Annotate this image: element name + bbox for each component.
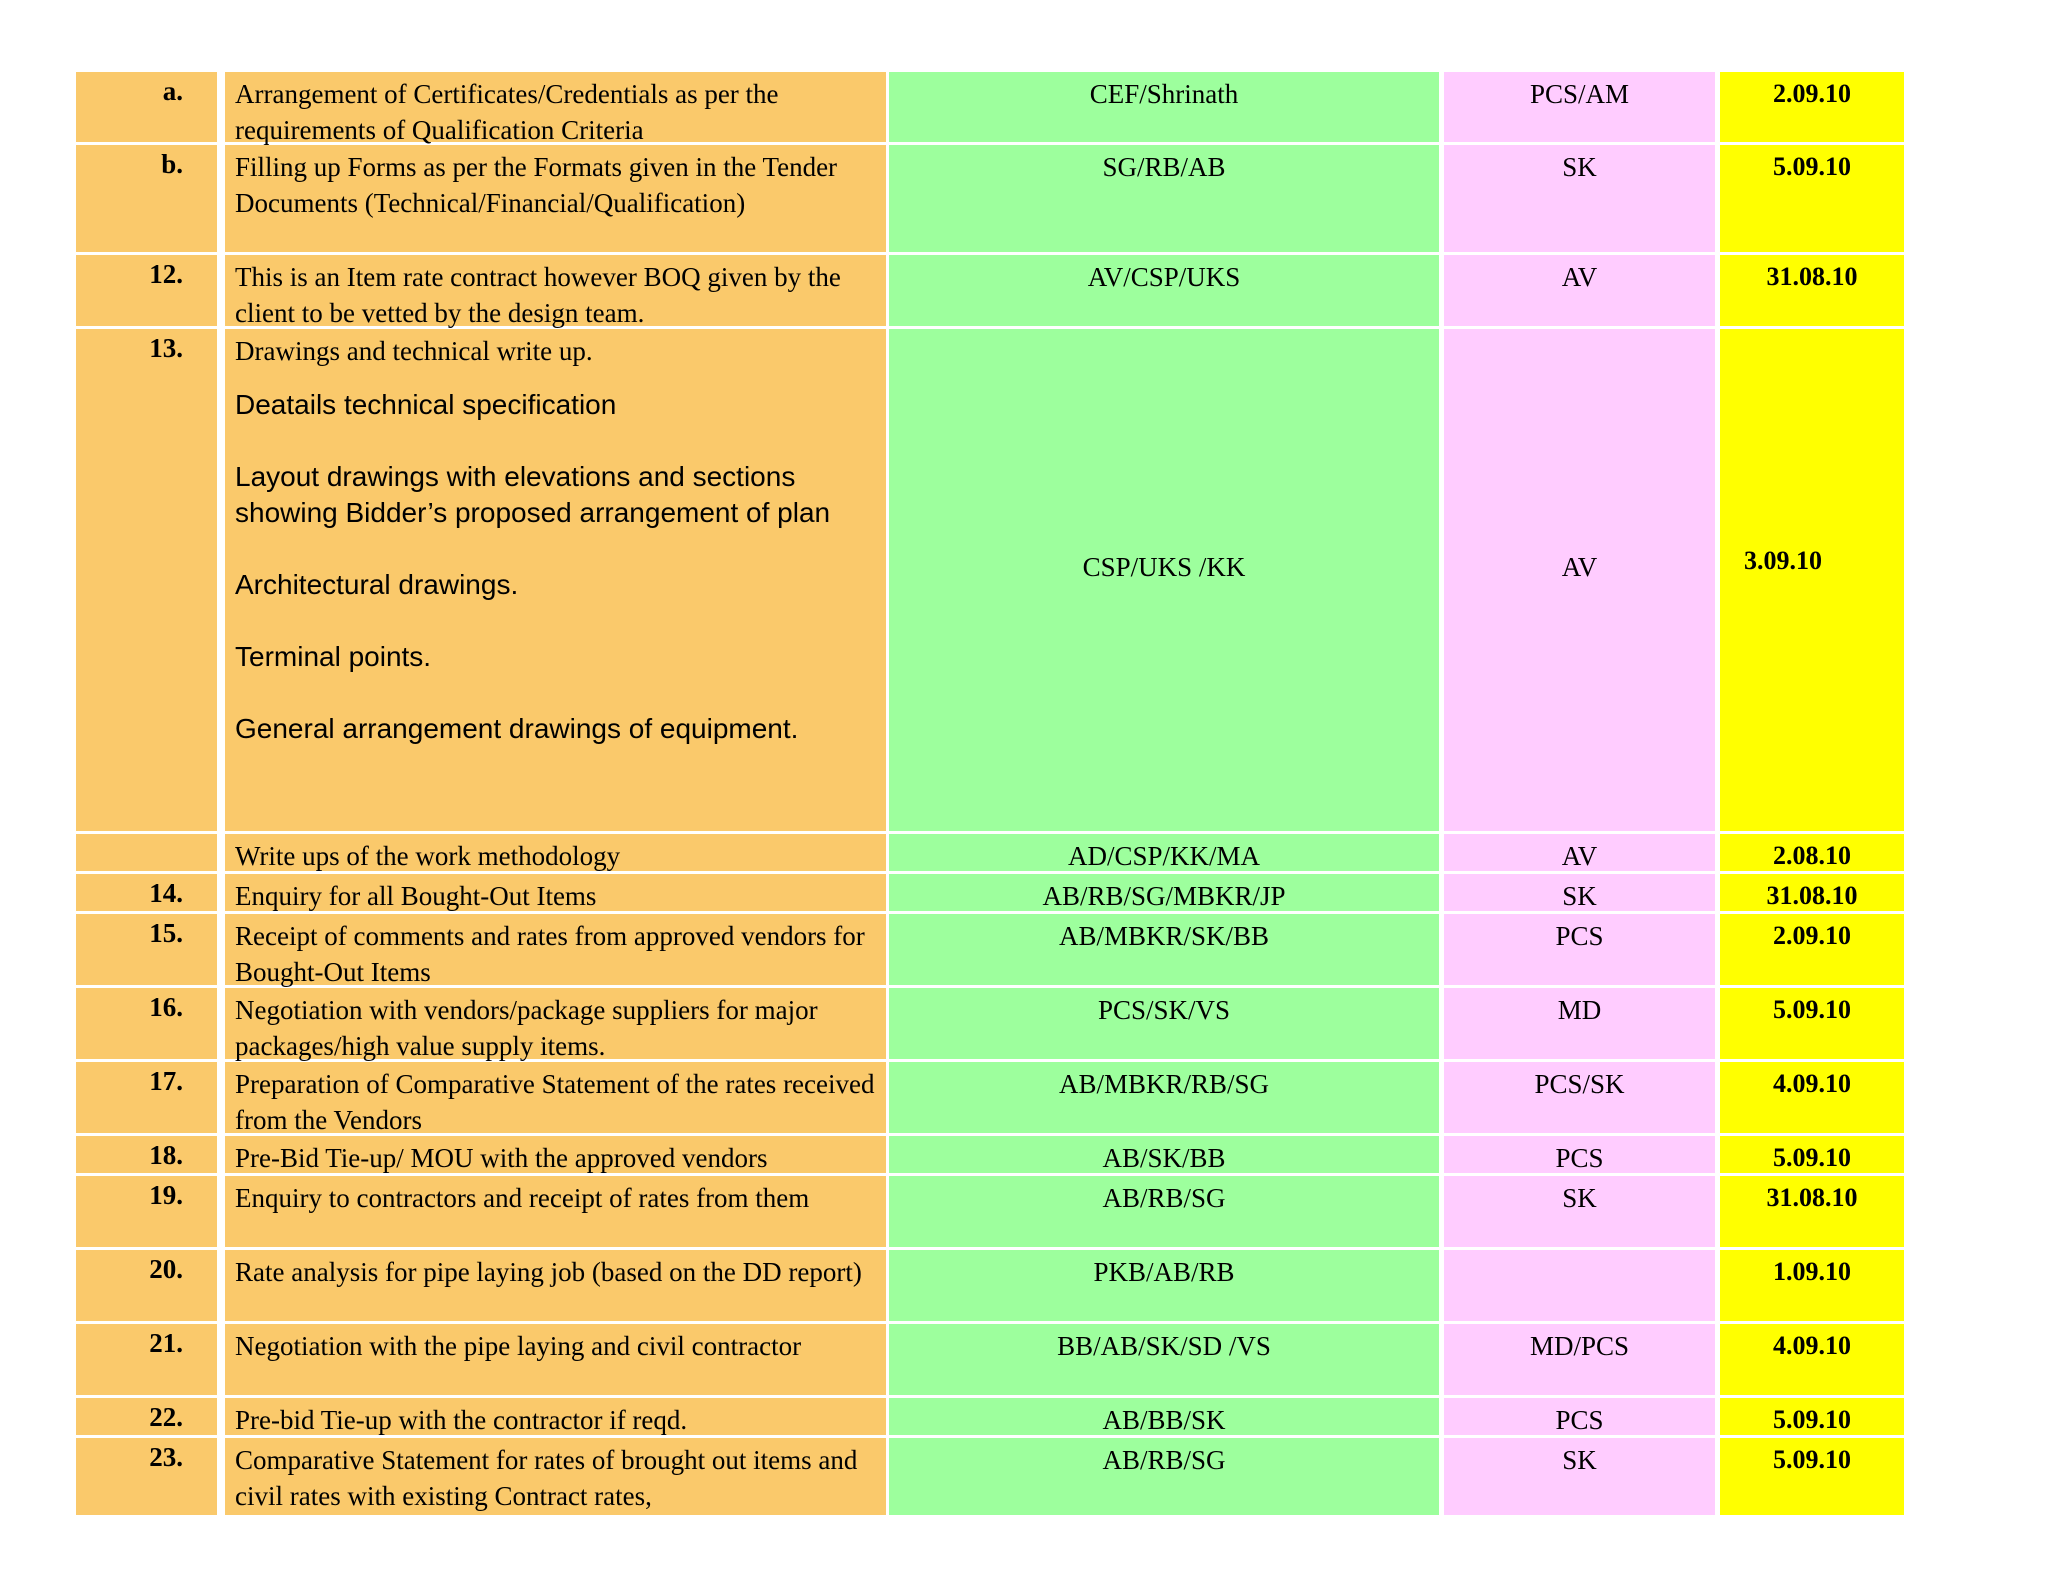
date-cell (1720, 255, 1904, 329)
item-number-cell (76, 834, 217, 874)
item-number: 18. (149, 1140, 183, 1170)
date-text: 2.09.10 (1773, 921, 1851, 950)
team-cell (889, 1062, 1439, 1136)
date-cell (1720, 1398, 1904, 1438)
task-text: Comparative Statement for rates of brought out items and civil rates with existing Contract rates, (235, 1445, 858, 1511)
task-text: Pre-bid Tie-up with the contractor if reqd. (235, 1405, 688, 1435)
responsible-cell (1444, 1176, 1715, 1250)
team-cell (889, 874, 1439, 914)
date-text: 31.08.10 (1766, 1183, 1858, 1212)
task-cell (225, 914, 886, 988)
responsible-cell (1444, 1136, 1715, 1176)
item-number-cell (76, 914, 217, 988)
responsible-text: AV (1561, 552, 1598, 582)
team-cell (889, 914, 1439, 988)
date-cell (1720, 1324, 1904, 1398)
item-number-cell (76, 1176, 217, 1250)
responsible-cell (1444, 914, 1715, 988)
responsible-text: MD (1557, 995, 1602, 1025)
task-cell (225, 1062, 886, 1136)
item-number: 19. (149, 1180, 183, 1210)
responsible-text: SK (1562, 881, 1597, 911)
date-cell (1720, 1250, 1904, 1324)
responsible-cell (1444, 988, 1715, 1062)
team-text: AB/RB/SG (1102, 1445, 1226, 1475)
table-row (76, 988, 1896, 1062)
item-number-cell (76, 874, 217, 914)
table-row (76, 1176, 1896, 1250)
item-number-cell (76, 1324, 217, 1398)
task-cell (225, 874, 886, 914)
table-row (76, 255, 1896, 329)
task-cell (225, 834, 886, 874)
team-cell (889, 329, 1439, 834)
date-text: 5.09.10 (1773, 1143, 1851, 1172)
responsible-text: SK (1562, 1183, 1597, 1213)
date-cell (1720, 1176, 1904, 1250)
date-text: 31.08.10 (1766, 881, 1858, 910)
task-text: Enquiry to contractors and receipt of rates from them (235, 1183, 810, 1213)
task-text: Receipt of comments and rates from approved vendors for Bought-Out Items (235, 921, 865, 987)
responsible-cell (1444, 874, 1715, 914)
task-text: Negotiation with the pipe laying and civil contractor (235, 1331, 802, 1361)
item-number-cell (76, 145, 217, 255)
table-row (76, 834, 1896, 874)
team-text: AB/SK/BB (1102, 1143, 1226, 1173)
team-text: AD/CSP/KK/MA (1067, 841, 1261, 871)
table-row (76, 1062, 1896, 1136)
responsible-cell (1444, 1398, 1715, 1438)
date-text: 4.09.10 (1773, 1069, 1851, 1098)
item-number-cell (76, 329, 217, 834)
responsible-text: PCS/AM (1529, 79, 1630, 109)
item-number: 21. (149, 1328, 183, 1358)
date-text: 5.09.10 (1773, 152, 1851, 181)
table-row (76, 1250, 1896, 1324)
date-text: 1.09.10 (1773, 1257, 1851, 1286)
team-cell (889, 1250, 1439, 1324)
responsible-text: MD/PCS (1529, 1331, 1630, 1361)
task-cell (225, 329, 886, 834)
responsible-cell (1444, 834, 1715, 874)
item-number-cell (76, 1062, 217, 1136)
responsible-cell (1444, 72, 1715, 145)
responsible-text: SK (1562, 152, 1597, 182)
task-cell (225, 1438, 886, 1515)
team-text: AB/MBKR/RB/SG (1058, 1069, 1270, 1099)
task-cell (225, 1176, 886, 1250)
responsible-cell (1444, 1250, 1715, 1324)
detail-item: Architectural drawings. (235, 569, 519, 600)
team-cell (889, 1136, 1439, 1176)
date-cell (1720, 988, 1904, 1062)
task-cell (225, 255, 886, 329)
date-text: 5.09.10 (1773, 1405, 1851, 1434)
item-number: 16. (149, 992, 183, 1022)
date-cell (1720, 1136, 1904, 1176)
detail-item: General arrangement drawings of equipment. (235, 713, 799, 744)
team-text: AB/BB/SK (1102, 1405, 1226, 1435)
date-cell (1720, 834, 1904, 874)
task-text: Negotiation with vendors/package suppliers for major packages/high value supply items. (235, 995, 818, 1061)
detail-item: Deatails technical specification (235, 389, 617, 420)
responsible-cell (1444, 145, 1715, 255)
task-text: Rate analysis for pipe laying job (based on the DD report) (235, 1257, 862, 1287)
team-text: PKB/AB/RB (1093, 1257, 1235, 1287)
item-number: 13. (149, 333, 183, 363)
item-number-cell (76, 1250, 217, 1324)
date-cell (1720, 72, 1904, 145)
task-cell (225, 1136, 886, 1176)
team-text: BB/AB/SK/SD /VS (1057, 1331, 1271, 1361)
date-text: 2.09.10 (1773, 79, 1851, 108)
team-text: SG/RB/AB (1102, 152, 1226, 182)
task-cell (225, 72, 886, 145)
task-cell (225, 1250, 886, 1324)
table-row (76, 1136, 1896, 1176)
task-text: Arrangement of Certificates/Credentials as per the requirements of Qualification Criteria (235, 79, 779, 145)
team-cell (889, 145, 1439, 255)
responsible-text: PCS (1555, 921, 1604, 951)
team-text: PCS/SK/VS (1097, 995, 1231, 1025)
date-text: 5.09.10 (1773, 995, 1851, 1024)
date-text: 31.08.10 (1766, 262, 1858, 291)
task-text: This is an Item rate contract however BOQ given by the client to be vetted by the design team. (235, 262, 841, 328)
item-number: 15. (149, 918, 183, 948)
table-row (76, 72, 1896, 145)
team-cell (889, 1176, 1439, 1250)
date-cell (1720, 874, 1904, 914)
responsible-text: PCS (1555, 1405, 1604, 1435)
team-text: AV/CSP/UKS (1087, 262, 1241, 292)
responsible-cell (1444, 1324, 1715, 1398)
date-cell (1720, 329, 1904, 834)
table-row (76, 329, 1896, 834)
table-row (76, 1438, 1896, 1515)
team-text: CEF/Shrinath (1089, 79, 1239, 109)
date-text: 3.09.10 (1744, 546, 1822, 575)
responsible-text: AV (1561, 262, 1598, 292)
item-number: b. (161, 149, 183, 179)
team-cell (889, 1324, 1439, 1398)
item-number-cell (76, 255, 217, 329)
technical-details-list (235, 387, 830, 747)
responsible-text: PCS/SK (1534, 1069, 1625, 1099)
task-cell (225, 145, 886, 255)
responsible-cell (1444, 1438, 1715, 1515)
item-number-cell (76, 1438, 217, 1515)
task-text: Pre-Bid Tie-up/ MOU with the approved vendors (235, 1143, 768, 1173)
task-text: Drawings and technical write up. (235, 336, 593, 366)
item-number-cell (76, 72, 217, 145)
detail-item: showing Bidder’s proposed arrangement of plan (235, 497, 831, 528)
team-cell (889, 72, 1439, 145)
item-number: 20. (149, 1254, 183, 1284)
item-number-cell (76, 1398, 217, 1438)
responsible-text: SK (1562, 1445, 1597, 1475)
item-number: 23. (149, 1442, 183, 1472)
task-text: Filling up Forms as per the Formats given in the Tender Documents (Technical/Financial/Qualification) (235, 152, 838, 218)
team-text: AB/MBKR/SK/BB (1058, 921, 1270, 951)
responsible-text: PCS (1555, 1143, 1604, 1173)
date-text: 2.08.10 (1773, 841, 1851, 870)
responsible-text: AV (1561, 841, 1598, 871)
date-cell (1720, 1438, 1904, 1515)
task-cell (225, 1398, 886, 1438)
table-row (76, 1398, 1896, 1438)
table-row (76, 914, 1896, 988)
date-cell (1720, 145, 1904, 255)
task-text: Preparation of Comparative Statement of the rates received from the Vendors (235, 1069, 875, 1135)
responsible-cell (1444, 255, 1715, 329)
table-row (76, 1324, 1896, 1398)
item-number: 17. (149, 1066, 183, 1096)
team-text: CSP/UKS /KK (1082, 552, 1246, 582)
date-cell (1720, 914, 1904, 988)
team-cell (889, 834, 1439, 874)
item-number-cell (76, 988, 217, 1062)
team-text: AB/RB/SG (1102, 1183, 1226, 1213)
team-cell (889, 988, 1439, 1062)
team-cell (889, 1398, 1439, 1438)
table-row (76, 874, 1896, 914)
item-number: 12. (149, 259, 183, 289)
detail-item: Layout drawings with elevations and sections (235, 461, 796, 492)
task-text: Write ups of the work methodology (235, 841, 621, 871)
item-number: 14. (149, 878, 183, 908)
responsible-cell (1444, 329, 1715, 834)
team-cell (889, 1438, 1439, 1515)
detail-item: Terminal points. (235, 641, 432, 672)
task-cell (225, 1324, 886, 1398)
task-text: Enquiry for all Bought-Out Items (235, 881, 597, 911)
responsible-cell (1444, 1062, 1715, 1136)
date-text: 5.09.10 (1773, 1445, 1851, 1474)
task-cell (225, 988, 886, 1062)
date-cell (1720, 1062, 1904, 1136)
date-text: 4.09.10 (1773, 1331, 1851, 1360)
table-row (76, 145, 1896, 255)
item-number: 22. (149, 1402, 183, 1432)
team-text: AB/RB/SG/MBKR/JP (1042, 881, 1286, 911)
item-number: a. (162, 76, 183, 106)
item-number-cell (76, 1136, 217, 1176)
team-cell (889, 255, 1439, 329)
